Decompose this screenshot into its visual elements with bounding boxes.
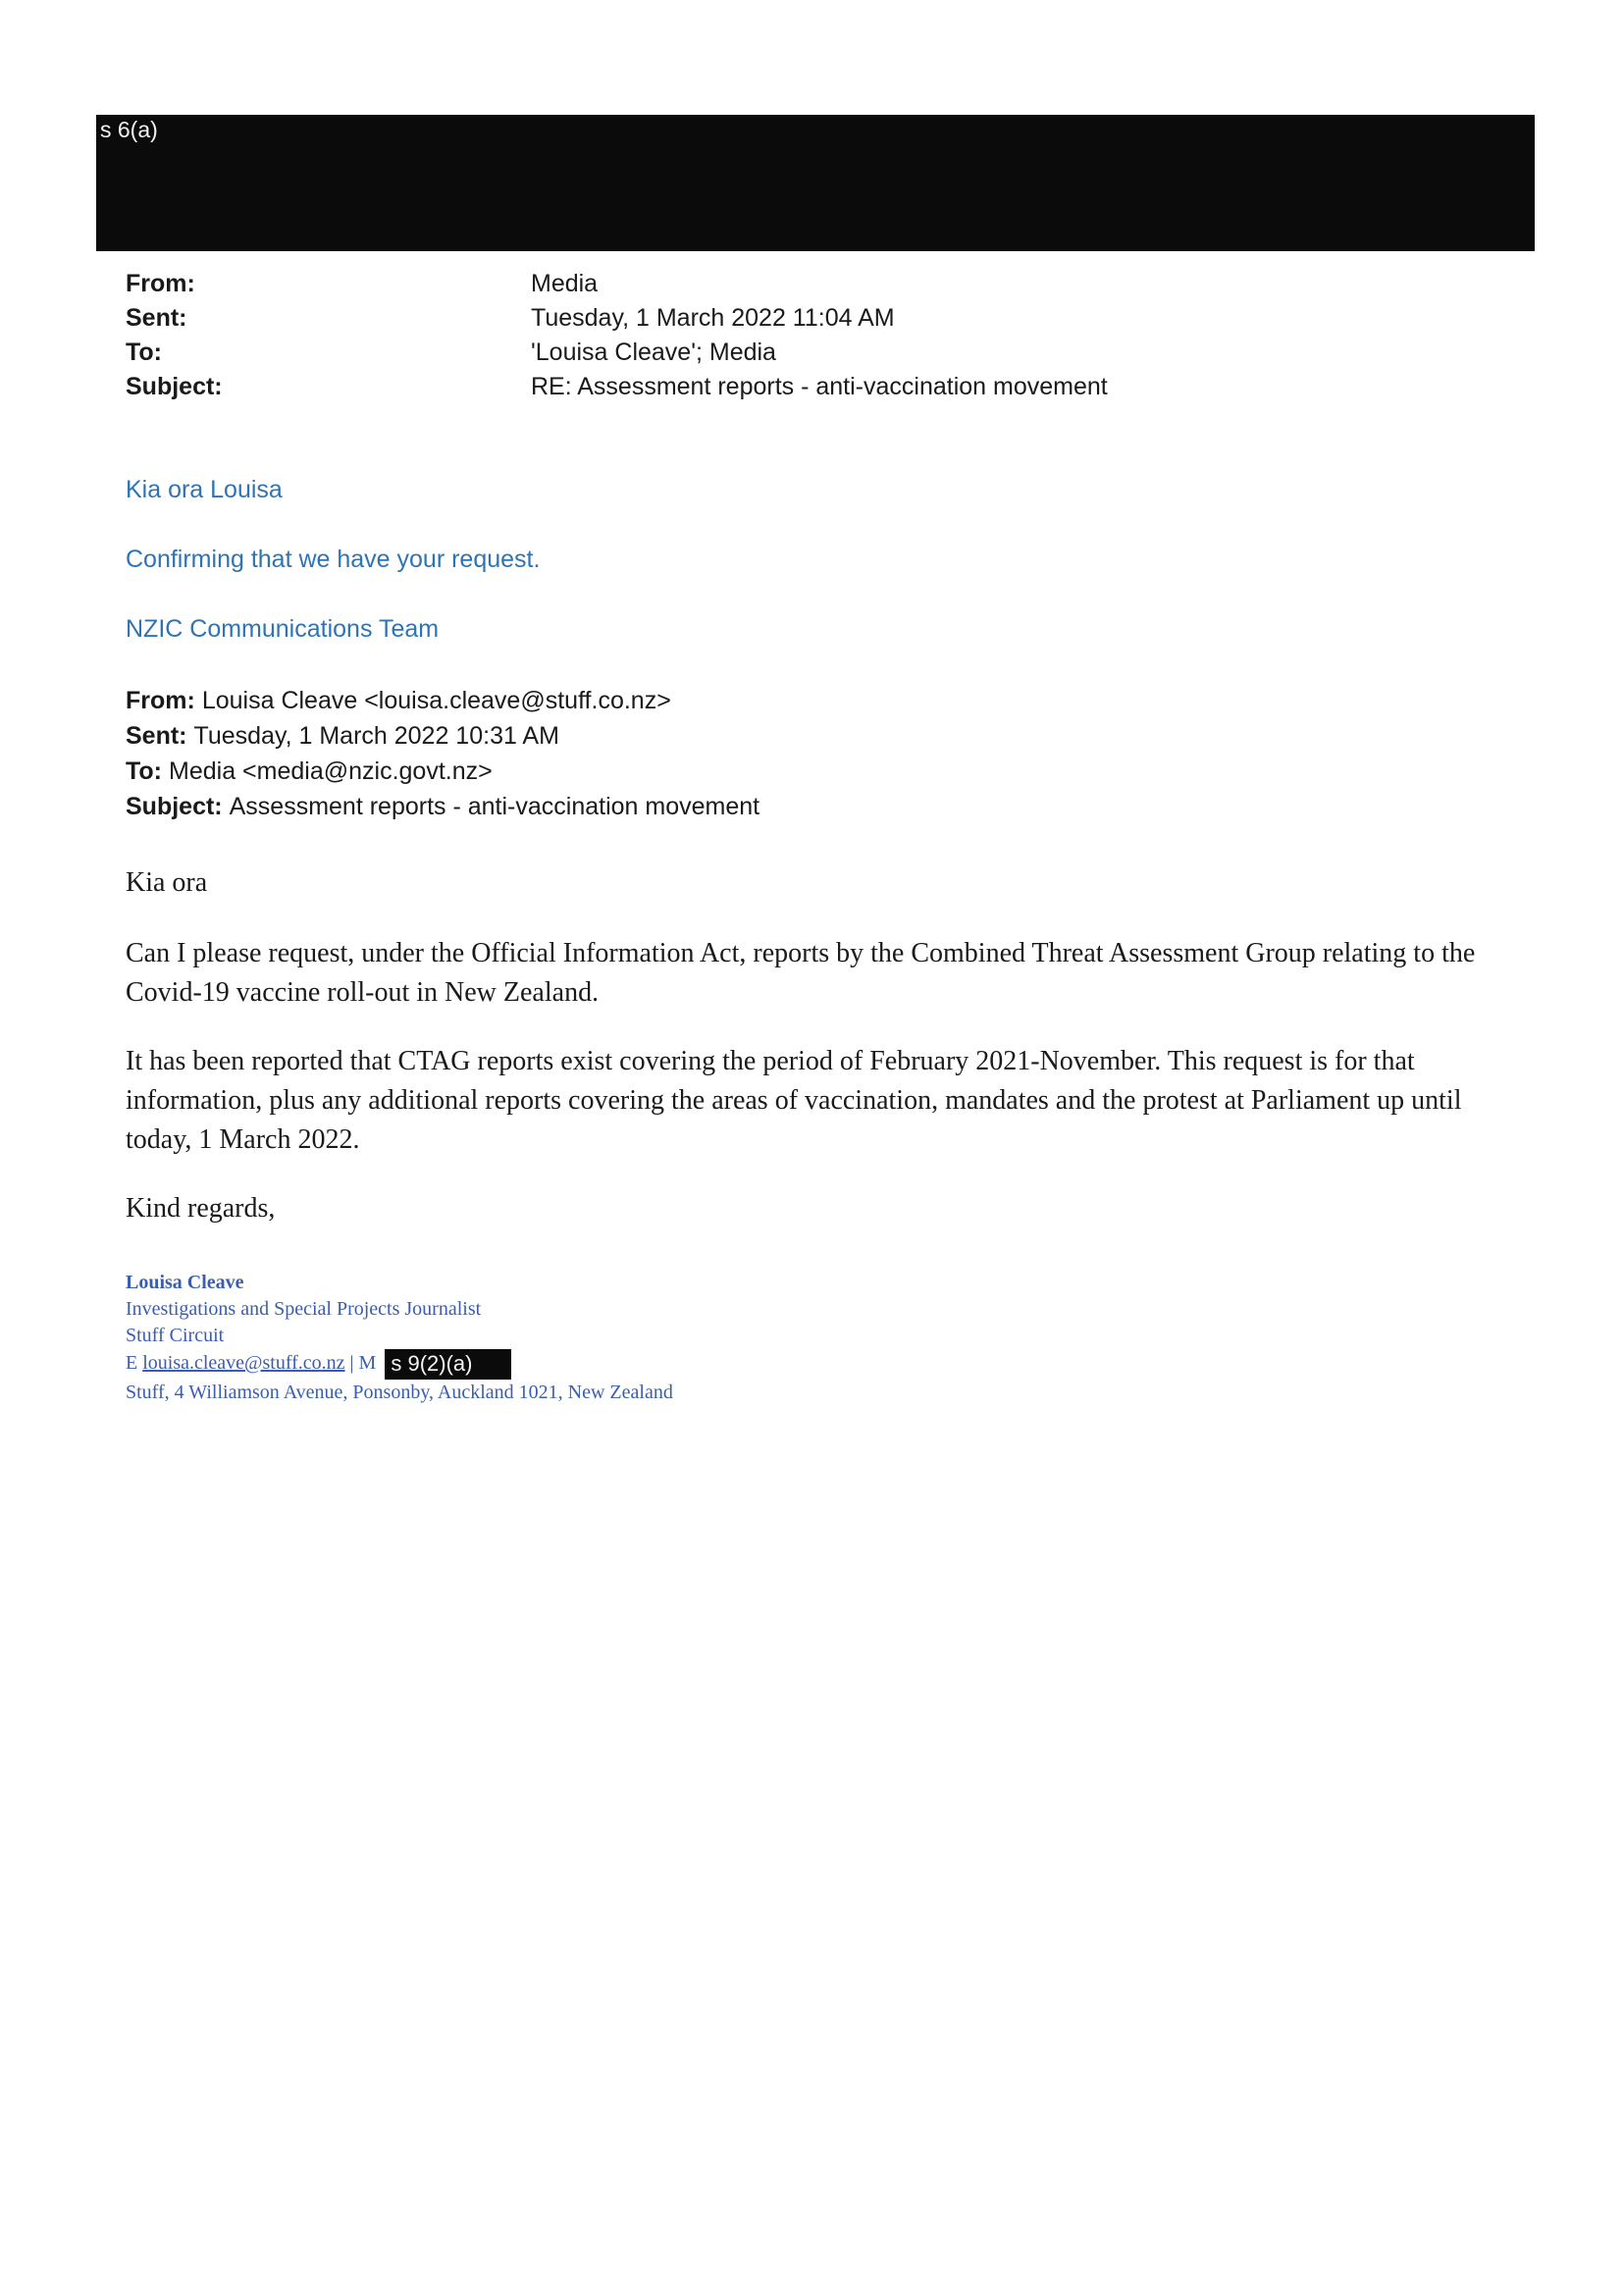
- from-value: Media: [531, 270, 599, 297]
- quoted-row-to: [126, 754, 1509, 789]
- quoted-row-from: [126, 683, 1509, 718]
- quoted-from-label: From:: [126, 687, 195, 714]
- from-label: From:: [126, 270, 195, 297]
- quoted-row-sent: [126, 718, 1509, 754]
- quoted-subject-label: Subject:: [126, 793, 223, 820]
- body-greeting: Kia ora: [126, 867, 208, 898]
- mobile-prefix-label: M: [358, 1352, 377, 1375]
- quoted-sent-label: Sent:: [126, 722, 187, 750]
- email-signature: [126, 1270, 1509, 1406]
- sent-value: Tuesday, 1 March 2022 11:04 AM: [531, 304, 895, 332]
- signature-contact-line: [126, 1349, 1509, 1380]
- header-row-subject: [126, 370, 1509, 404]
- email-prefix-label: E: [126, 1352, 138, 1375]
- to-label: To:: [126, 339, 163, 366]
- quoted-from-value: Louisa Cleave <louisa.cleave@stuff.co.nz>: [201, 687, 671, 714]
- email-link[interactable]: louisa.cleave@stuff.co.nz: [142, 1352, 345, 1375]
- header-row-sent: [126, 301, 1509, 336]
- quoted-subject-value: Assessment reports - anti-vaccination movement: [229, 793, 760, 820]
- reply-signoff: NZIC Communications Team: [126, 615, 440, 643]
- quoted-email-header: [126, 683, 1509, 824]
- quoted-sent-value: Tuesday, 1 March 2022 10:31 AM: [193, 722, 559, 750]
- email-header: [126, 267, 1509, 404]
- body-closing: Kind regards,: [126, 1193, 276, 1224]
- redaction-block-s6a: [96, 115, 1535, 251]
- quoted-to-value: Media <media@nzic.govt.nz>: [169, 757, 493, 785]
- body-paragraph-request: Can I please request, under the Official Information Act, reports by the Combined Threat Assessment Group relating to the Covid-19 vaccine roll-out in New Zealand.: [126, 938, 1476, 1008]
- subject-label: Subject:: [126, 373, 223, 400]
- header-row-to: [126, 336, 1509, 370]
- reply-greeting: Kia ora Louisa: [126, 476, 283, 503]
- to-value: 'Louisa Cleave'; Media: [531, 339, 776, 366]
- header-row-from: [126, 267, 1509, 301]
- body-paragraph-details: It has been reported that CTAG reports exist covering the period of February 2021-November. This request is for that information, plus any additional reports covering the areas of vaccination, mandates and the protest at Parliament up until today, 1 March 2022.: [126, 1046, 1462, 1155]
- signature-address: Stuff, 4 Williamson Avenue, Ponsonby, Auckland 1021, New Zealand: [126, 1382, 673, 1403]
- subject-value: RE: Assessment reports - anti-vaccination movement: [531, 373, 1108, 400]
- redaction-section-label: s 6(a): [100, 117, 158, 142]
- email-content: [126, 267, 1509, 1406]
- reply-confirmation: Confirming that we have your request.: [126, 546, 541, 573]
- contact-separator: |: [349, 1352, 354, 1375]
- quoted-to-label: To:: [126, 757, 163, 785]
- redaction-mobile-number: s 9(2)(a): [385, 1349, 511, 1380]
- sent-label: Sent:: [126, 304, 187, 332]
- signature-organisation: Stuff Circuit: [126, 1325, 225, 1346]
- signature-title: Investigations and Special Projects Journalist: [126, 1298, 482, 1320]
- quoted-row-subject: [126, 789, 1509, 824]
- signature-name: Louisa Cleave: [126, 1272, 244, 1293]
